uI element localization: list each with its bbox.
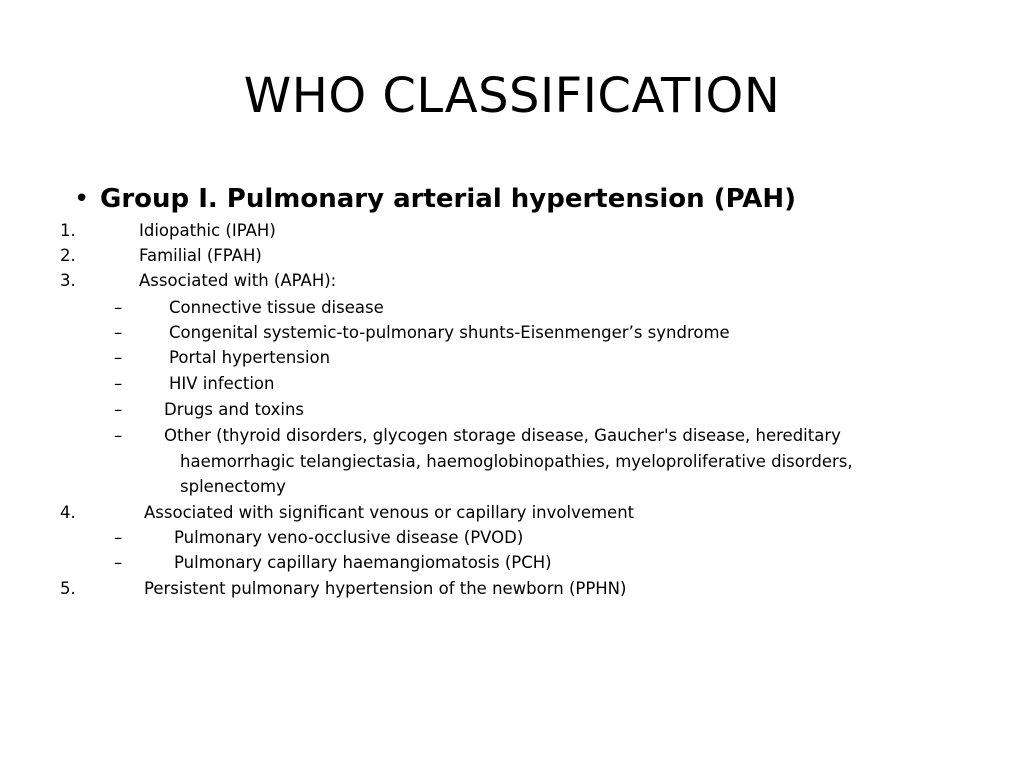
sub-list-item: Drugs and toxins	[164, 400, 305, 419]
sub-list-marker: –	[114, 298, 123, 317]
sub-list-marker: –	[114, 400, 123, 419]
sub-list-item-continuation: splenectomy	[180, 477, 286, 496]
sub-list-item: Connective tissue disease	[169, 298, 384, 317]
slide-title: WHO CLASSIFICATION	[243, 68, 781, 124]
list-item: Associated with significant venous or capillary involvement	[144, 503, 635, 522]
sub-list-marker: –	[114, 348, 123, 367]
list-item: Familial (FPAH)	[139, 246, 262, 265]
list-item: Associated with (APAH):	[139, 271, 337, 290]
sub-list-marker: –	[114, 553, 123, 572]
sub-list-marker: –	[114, 323, 123, 342]
group-heading: Group I. Pulmonary arterial hypertension (PAH)	[100, 184, 797, 214]
sub-list-marker: –	[114, 426, 123, 445]
sub-list-item: Other (thyroid disorders, glycogen storage disease, Gaucher's disease, hereditary	[164, 426, 841, 445]
list-item: Idiopathic (IPAH)	[139, 221, 276, 240]
sub-list-marker: –	[114, 528, 123, 547]
sub-list-item: HIV infection	[169, 374, 275, 393]
list-marker: 5.	[60, 579, 76, 598]
sub-list-item: Pulmonary veno-occlusive disease (PVOD)	[174, 528, 524, 547]
sub-list-item-continuation: haemorrhagic telangiectasia, haemoglobinopathies, myeloproliferative disorders,	[180, 452, 853, 471]
list-marker: 4.	[60, 503, 76, 522]
bullet-icon: •	[74, 184, 90, 214]
sub-list-item: Portal hypertension	[169, 348, 331, 367]
sub-list-item: Pulmonary capillary haemangiomatosis (PCH)	[174, 553, 552, 572]
list-marker: 1.	[60, 221, 76, 240]
list-marker: 3.	[60, 271, 76, 290]
sub-list-marker: –	[114, 374, 123, 393]
list-item: Persistent pulmonary hypertension of the newborn (PPHN)	[144, 579, 627, 598]
list-marker: 2.	[60, 246, 76, 265]
sub-list-item: Congenital systemic-to-pulmonary shunts-Eisenmenger’s syndrome	[169, 323, 730, 342]
